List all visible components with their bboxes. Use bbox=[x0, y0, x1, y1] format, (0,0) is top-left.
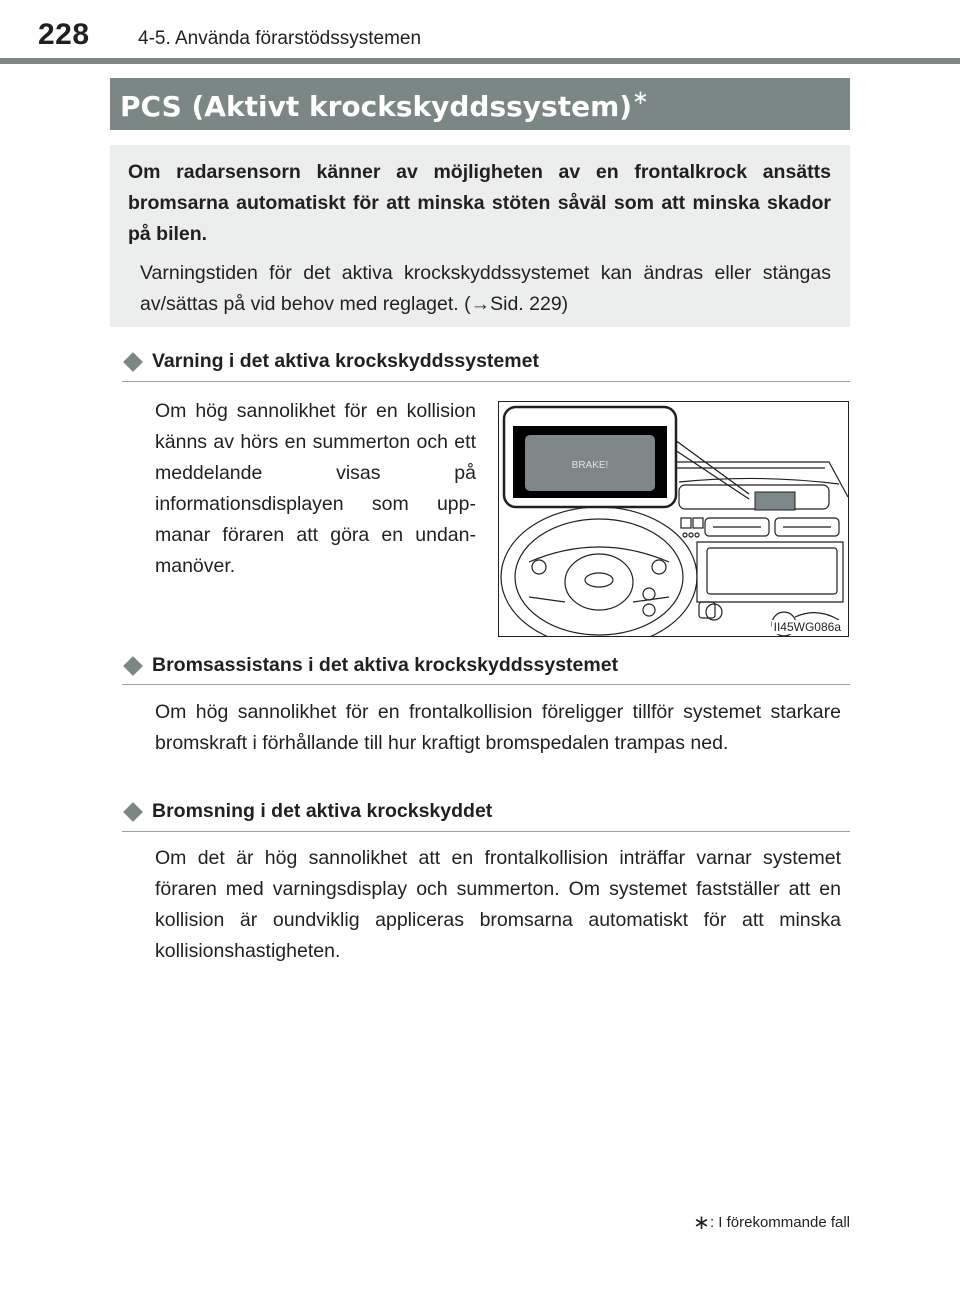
dashboard-illustration bbox=[498, 401, 849, 637]
section-rule bbox=[122, 831, 850, 832]
section-rule bbox=[122, 381, 850, 382]
chapter-title: 4-5. Använda förarstödssystemen bbox=[138, 28, 422, 49]
section-heading-text: Bromsassistans i det aktiva krockskyddssystemet bbox=[152, 654, 619, 676]
page-number: 228 bbox=[38, 18, 90, 51]
title-asterisk: ∗ bbox=[632, 85, 649, 109]
section-title-text: PCS (Aktivt krockskyddssystem) bbox=[120, 90, 633, 123]
section-heading-brake-assist bbox=[124, 654, 618, 677]
intro-normal-text: Varningstiden för det aktiva krockskyddssystemet kan ändras eller stängas av/sättas på vid behov med reglaget. (→Sid. 229) bbox=[140, 262, 831, 315]
header-rule bbox=[0, 58, 960, 64]
figure-code: II45WG086a bbox=[773, 620, 841, 634]
section-heading-text: Bromsning i det aktiva krockskyddet bbox=[152, 800, 493, 822]
dashboard-drawing bbox=[499, 402, 848, 636]
section-title-bar bbox=[110, 78, 850, 130]
section-heading-braking bbox=[124, 800, 492, 823]
section-rule bbox=[122, 684, 850, 685]
intro-bold-text: Om radarsensorn känner av möjligheten av en frontalkrock ansätts bromsarna automatiskt för att minska stöten såväl som att minska skador på bilen. bbox=[128, 161, 831, 245]
footnote-asterisk: ∗ bbox=[693, 1212, 710, 1234]
section-body-braking: Om det är hög sannolikhet att en frontalkollision inträffar varnar systemet föraren med varningsdisplay och summerton. Om systemet fastställer att en kollision är oundviklig appliceras bromsarna automatiskt för att minska kollisionshastigheten. bbox=[155, 847, 841, 962]
footnote bbox=[693, 1210, 850, 1235]
section-title bbox=[120, 85, 649, 123]
section-heading-text: Varning i det aktiva krockskyddssystemet bbox=[152, 350, 539, 372]
section-body-brake-assist: Om hög sannolikhet för en frontalkollision föreligger tillför systemet starkare bromskraft i förhållande till hur kraftigt bromspedalen trampas ned. bbox=[155, 701, 841, 754]
diamond-icon bbox=[123, 352, 143, 372]
footnote-text: : I förekommande fall bbox=[709, 1214, 850, 1231]
intro-box bbox=[110, 145, 850, 327]
diamond-icon bbox=[123, 802, 143, 822]
diamond-icon bbox=[123, 656, 143, 676]
section-body-warning: Om hög sannolikhet för en kollision känns av hörs en summerton och ett meddelande visas på informationsdisplayen som uppmanar föraren att göra en undanmanöver. bbox=[155, 400, 476, 577]
brake-warning-text: BRAKE! bbox=[571, 460, 609, 471]
section-heading-warning bbox=[124, 350, 539, 373]
